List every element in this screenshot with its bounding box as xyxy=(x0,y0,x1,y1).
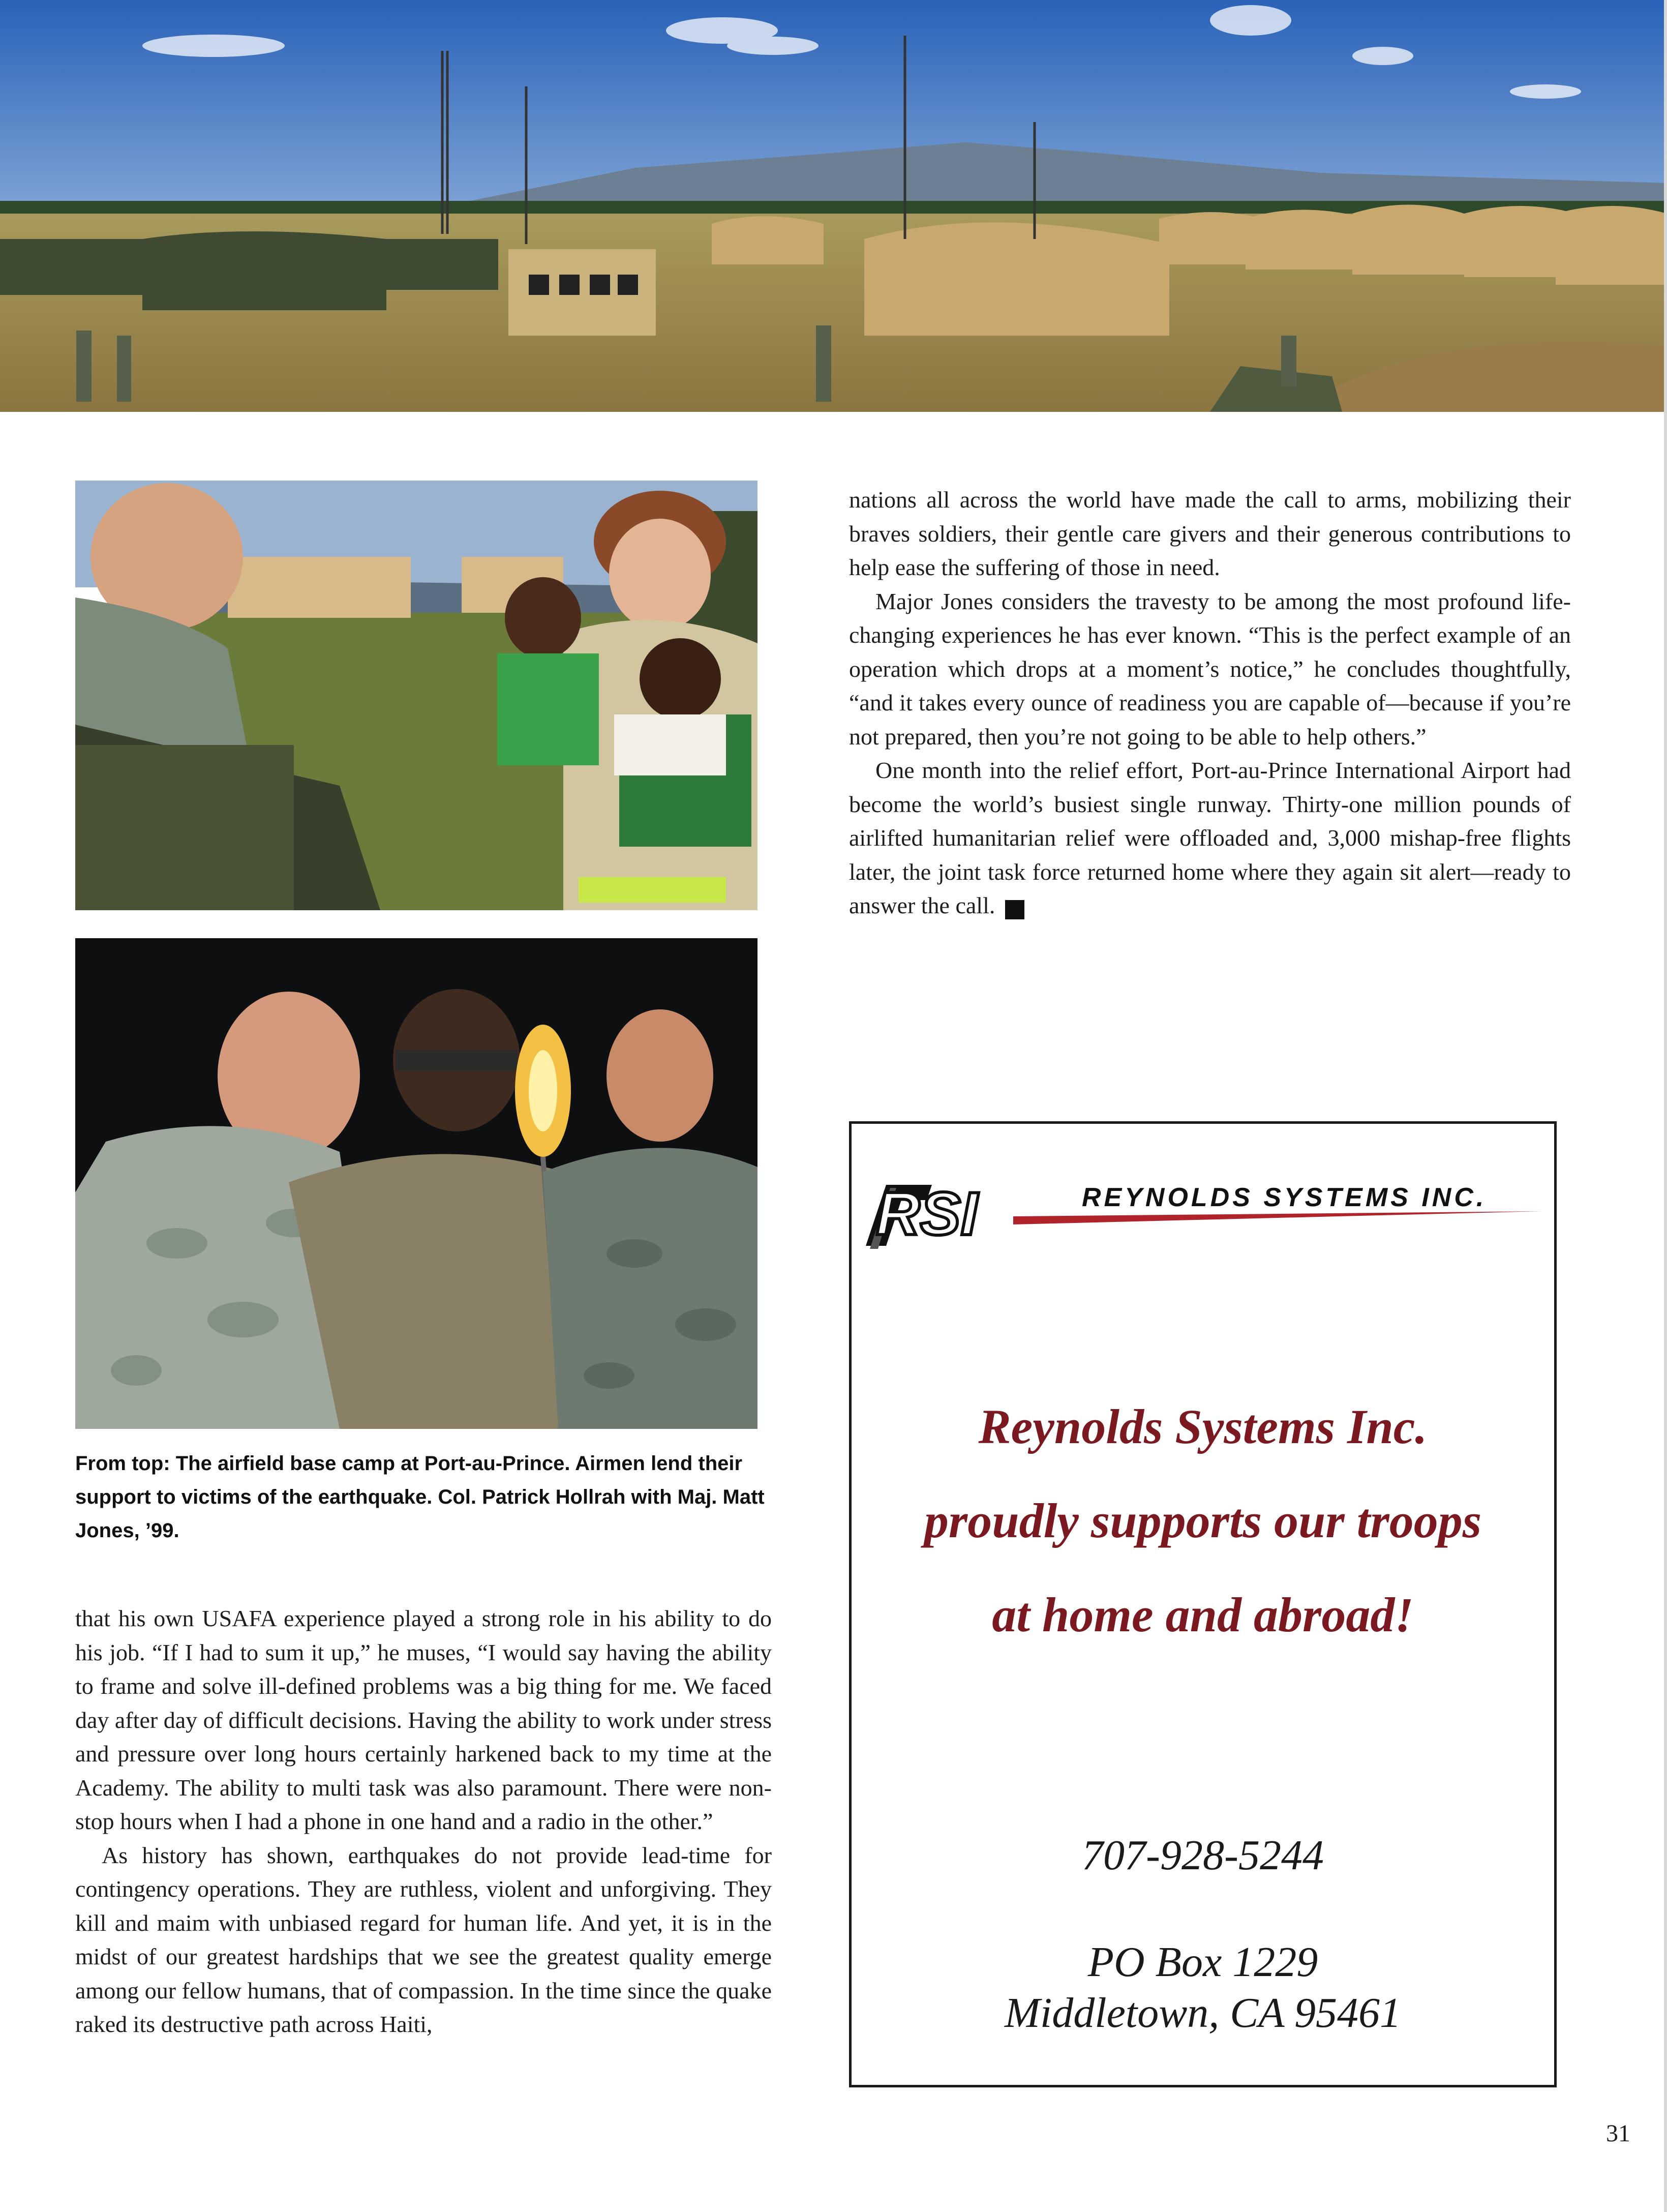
ad-headline-line: at home and abroad! xyxy=(992,1588,1414,1642)
paragraph: nations all across the world have made the call to arms, mobilizing their braves soldiers, their gentle care givers and their generous contributions to help ease the suffering of those in need. xyxy=(849,487,1571,580)
ad-address-line: PO Box 1229 xyxy=(1087,1938,1318,1986)
end-of-article-mark: ✓ xyxy=(1005,900,1024,919)
right-text-column xyxy=(849,483,1571,923)
ad-headline-line: Reynolds Systems Inc. xyxy=(978,1399,1428,1454)
paragraph xyxy=(849,754,1571,923)
paragraph: that his own USAFA experience played a strong role in his ability to do his job. “If I had to sum it up,” he muses, “I would say having the ability to frame and solve ill-defined problems was a big thing for me. We faced day after day of difficult decisions. Having the ability to work under stress and pressure over long hours certainly harkened back to my time at the Academy. The ability to multi task was also paramount. There were non-stop hours when I had a phone in one hand and a radio in the other.” xyxy=(75,1605,772,1834)
paragraph: As history has shown, earthquakes do not provide lead-time for contingency operations. They are ruthless, violent and unforgiving. They kill and maim with unbiased regard for human life. And yet, it is in the midst of our greatest hardships that we see the greatest quality emerge among our fellow humans, that of compassion. In the time since the quake raked its destructive path across Haiti, xyxy=(75,1842,772,2037)
photo-caption: From top: The airfield base camp at Port-au-Prince. Airmen lend their support to victims of the earthquake. Col. Patrick Hollrah with Maj. Matt Jones, ’99. xyxy=(75,1452,765,1542)
paragraph-text: One month into the relief effort, Port-au-Prince International Airport had become the world’s busiest single runway. Thirty-one million pounds of airlifted humanitarian relief were offloaded and, 3,000 mishap-free flights later, the joint task force returned home where they again sit alert—ready to answer the call. xyxy=(849,757,1571,918)
page-edge xyxy=(1664,0,1667,2212)
ad-phone: 707-928-5244 xyxy=(1082,1832,1324,1879)
ad-address-line: Middletown, CA 95461 xyxy=(1004,1989,1402,2037)
left-text-column xyxy=(75,1602,772,2042)
ad-headline-line: proudly supports our troops xyxy=(924,1493,1482,1548)
reynolds-systems-ad xyxy=(849,1121,1557,2087)
rsi-wordmark: REYNOLDS SYSTEMS INC. xyxy=(1082,1183,1487,1212)
rsi-logo-letters: RSI xyxy=(876,1180,978,1248)
rsi-logo xyxy=(866,1175,1542,1251)
paragraph: Major Jones considers the travesty to be among the most profound life-changing experiences he has ever known. “This is the perfect example of an operation which drops at a moment’s notice,” he concludes thoughtfully, “and it takes every ounce of readiness you are capable of—because if you’re not prepared, then you’re not going to be able to help others.” xyxy=(849,588,1571,750)
airfield-base-camp-photo xyxy=(0,0,1667,412)
airmen-with-children-photo xyxy=(75,481,757,910)
page-number: 31 xyxy=(1606,2120,1630,2147)
colonel-and-major-night-photo xyxy=(75,938,757,1429)
